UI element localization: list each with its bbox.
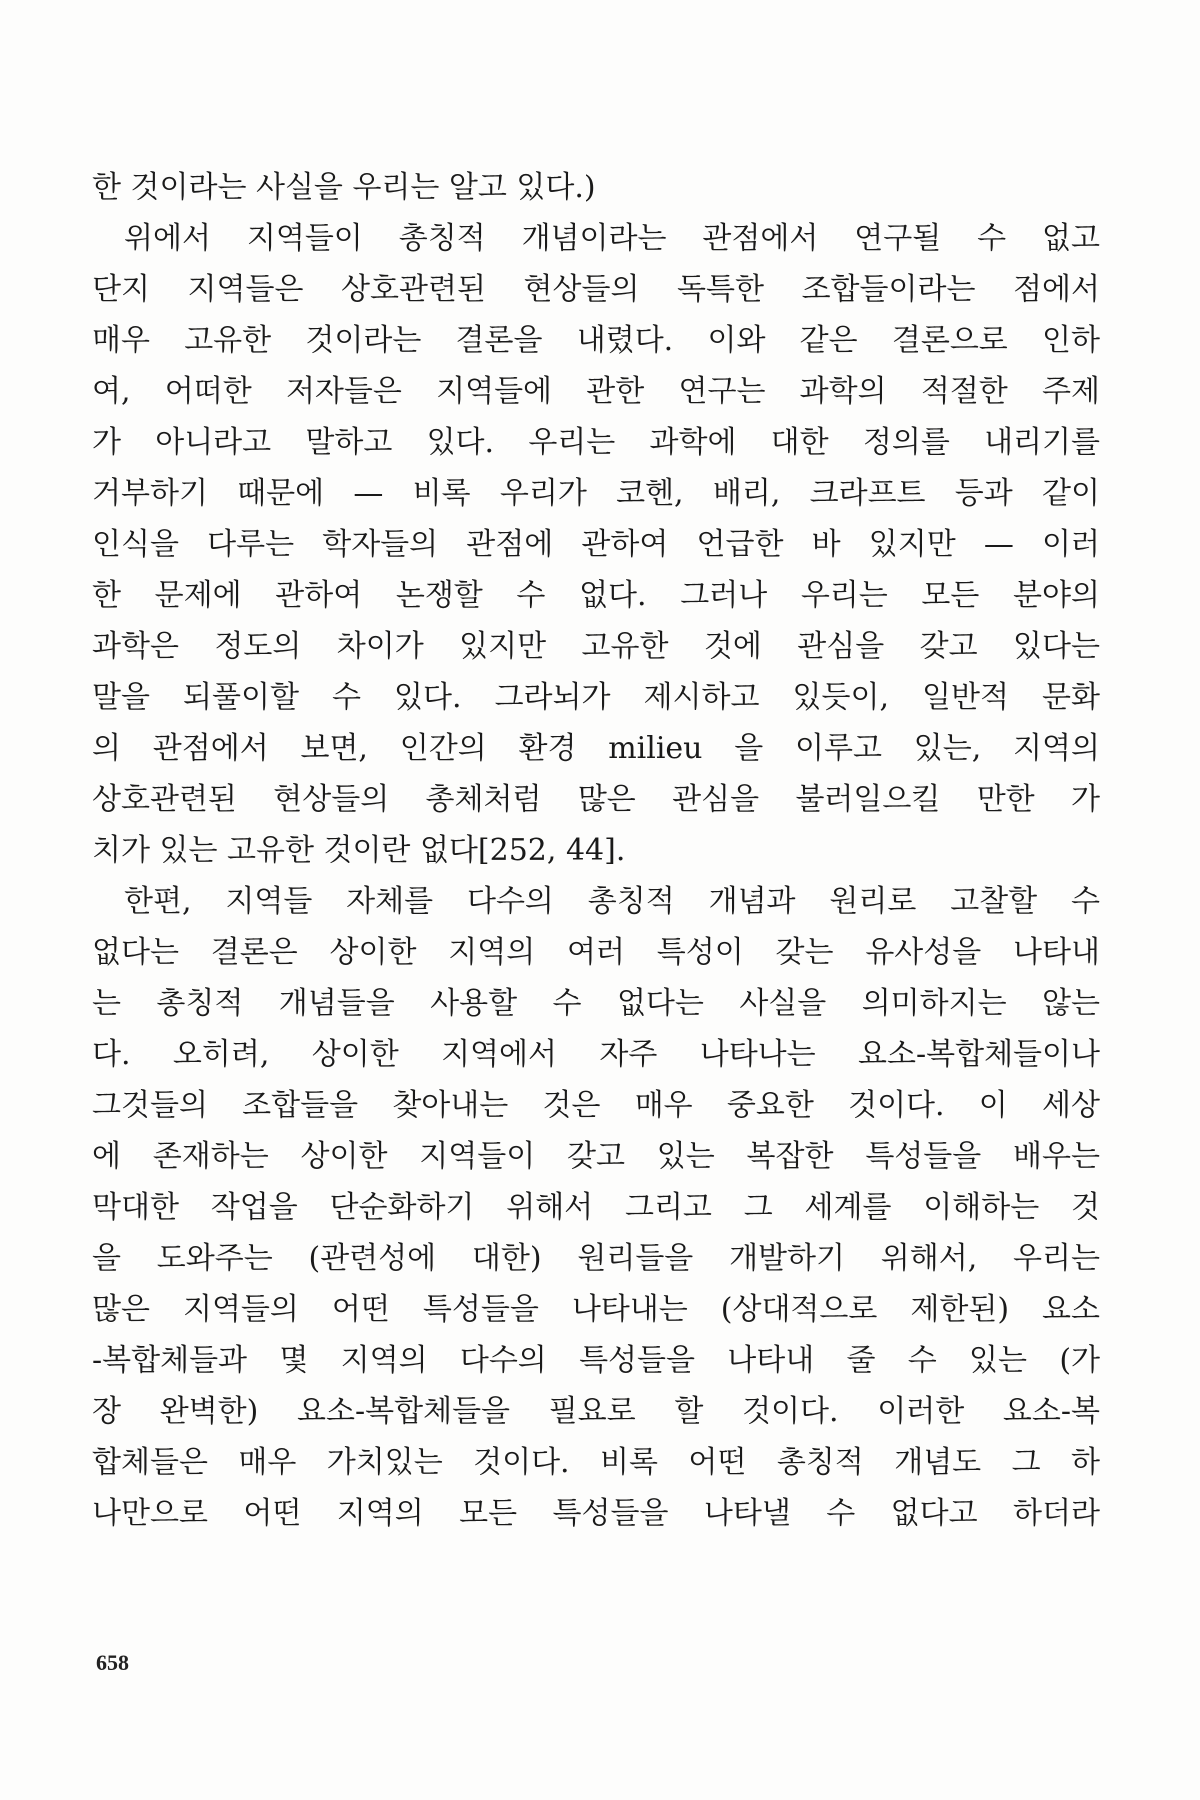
text-line: 위에서 지역들이 총칭적 개념이라는 관점에서 연구될 수 없고 <box>124 221 1100 256</box>
text-line: 한 것이라는 사실을 우리는 알고 있다.) <box>92 170 596 205</box>
text-line: 가 아니라고 말하고 있다. 우리는 과학에 대한 정의를 내리기를 <box>92 425 1100 460</box>
text-line: 인식을 다루는 학자들의 관점에 관하여 언급한 바 있지만 — 이러 <box>92 527 1100 562</box>
text-line: 과학은 정도의 차이가 있지만 고유한 것에 관심을 갖고 있다는 <box>92 629 1100 664</box>
text-line: 말을 되풀이할 수 있다. 그라뇌가 제시하고 있듯이, 일반적 문화 <box>92 680 1100 715</box>
text-line: 의 관점에서 보면, 인간의 환경 milieu 을 이루고 있는, 지역의 <box>92 731 1100 766</box>
text-line: 없다는 결론은 상이한 지역의 여러 특성이 갖는 유사성을 나타내 <box>92 935 1100 970</box>
text-line: 나만으로 어떤 지역의 모든 특성들을 나타낼 수 없다고 하더라 <box>92 1496 1100 1531</box>
page-number: 658 <box>96 1650 129 1675</box>
text-line: 다. 오히려, 상이한 지역에서 자주 나타나는 요소-복합체들이나 <box>92 1037 1100 1072</box>
text-line: 단지 지역들은 상호관련된 현상들의 독특한 조합들이라는 점에서 <box>92 272 1100 307</box>
text-line: 장 완벽한) 요소-복합체들을 필요로 할 것이다. 이러한 요소-복 <box>92 1394 1100 1429</box>
text-line: 한편, 지역들 자체를 다수의 총칭적 개념과 원리로 고찰할 수 <box>124 884 1100 919</box>
text-line: -복합체들과 몇 지역의 다수의 특성들을 나타내 줄 수 있는 (가 <box>92 1343 1100 1378</box>
text-line: 거부하기 때문에 — 비록 우리가 코헨, 배리, 크라프트 등과 같이 <box>92 476 1100 511</box>
text-line: 매우 고유한 것이라는 결론을 내렸다. 이와 같은 결론으로 인하 <box>92 323 1100 358</box>
text-line: 여, 어떠한 저자들은 지역들에 관한 연구는 과학의 적절한 주제 <box>92 374 1100 409</box>
text-line: 많은 지역들의 어떤 특성들을 나타내는 (상대적으로 제한된) 요소 <box>92 1292 1100 1327</box>
text-line: 치가 있는 고유한 것이란 없다[252, 44]. <box>92 833 626 868</box>
body-text <box>92 162 1100 1539</box>
text-line: 합체들은 매우 가치있는 것이다. 비록 어떤 총칭적 개념도 그 하 <box>92 1445 1100 1480</box>
text-line: 에 존재하는 상이한 지역들이 갖고 있는 복잡한 특성들을 배우는 <box>92 1139 1100 1174</box>
text-line: 그것들의 조합들을 찾아내는 것은 매우 중요한 것이다. 이 세상 <box>92 1088 1100 1123</box>
text-line: 을 도와주는 (관련성에 대한) 원리들을 개발하기 위해서, 우리는 <box>92 1241 1100 1276</box>
text-line: 상호관련된 현상들의 총체처럼 많은 관심을 불러일으킬 만한 가 <box>92 782 1100 817</box>
text-line: 는 총칭적 개념들을 사용할 수 없다는 사실을 의미하지는 않는 <box>92 986 1100 1021</box>
text-line: 한 문제에 관하여 논쟁할 수 없다. 그러나 우리는 모든 분야의 <box>92 578 1100 613</box>
text-line: 막대한 작업을 단순화하기 위해서 그리고 그 세계를 이해하는 것 <box>92 1190 1100 1225</box>
